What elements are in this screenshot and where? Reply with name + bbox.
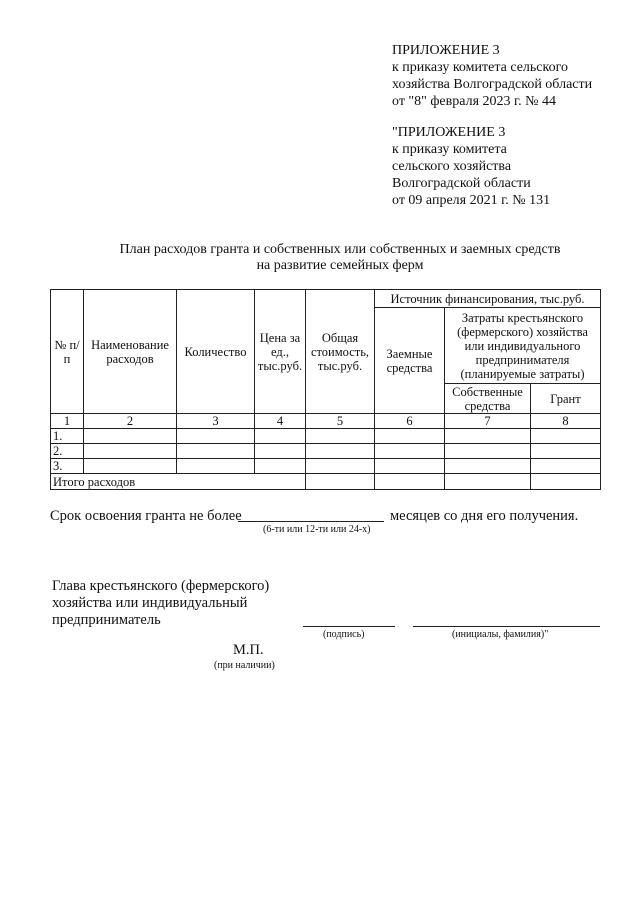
header-own: Собственные средства <box>445 384 531 414</box>
table-cell <box>255 444 306 459</box>
annex-header-line: ПРИЛОЖЕНИЕ 3 <box>392 43 500 58</box>
column-number: 1 <box>51 414 84 429</box>
signature-label-line: предприниматель <box>52 612 161 628</box>
table-cell <box>375 459 445 474</box>
signature-label <box>52 578 269 629</box>
column-number: 2 <box>84 414 177 429</box>
table-cell <box>84 459 177 474</box>
table-row <box>51 429 601 444</box>
table-cell <box>177 444 255 459</box>
header-qty: Количество <box>177 290 255 414</box>
signature-label-line: Глава крестьянского (фермерского) <box>52 578 270 594</box>
column-number-row <box>51 414 601 429</box>
table-cell <box>306 459 375 474</box>
table-cell <box>177 459 255 474</box>
column-number: 5 <box>306 414 375 429</box>
annex-quoted <box>392 124 550 209</box>
annex-quoted-line: "ПРИЛОЖЕНИЕ 3 <box>392 125 506 140</box>
table-cell <box>531 459 601 474</box>
stamp-label: М.П. <box>233 642 264 658</box>
annex-header-line: к приказу комитета сельского <box>392 60 569 75</box>
table-cell <box>531 474 601 490</box>
table-cell <box>375 429 445 444</box>
column-number: 8 <box>531 414 601 429</box>
table-cell <box>84 429 177 444</box>
table-cell <box>375 444 445 459</box>
term-blank-line <box>238 521 384 522</box>
table-cell <box>255 459 306 474</box>
row-number: 1. <box>51 429 84 444</box>
annex-header-line: от "8" февраля 2023 г. № 44 <box>392 94 557 109</box>
table-cell <box>306 444 375 459</box>
table-cell <box>84 444 177 459</box>
header-grant: Грант <box>531 384 601 414</box>
table-cell <box>445 429 531 444</box>
annex-quoted-line: Волгоградской области <box>392 176 531 191</box>
row-number: 3. <box>51 459 84 474</box>
table-cell <box>445 474 531 490</box>
header-loans: Заемные средства <box>375 308 445 414</box>
header-num: № п/п <box>51 290 84 414</box>
annex-quoted-line: от 09 апреля 2021 г. № 131 <box>392 193 551 208</box>
header-farm-costs: Затраты крестьянского (фермерского) хозяйства или индивидуального предпринимателя (планируемые затраты) <box>445 308 601 384</box>
annex-header-line: хозяйства Волгоградской области <box>392 77 593 92</box>
sign-hint: (подпись) <box>323 629 365 640</box>
doc-title-line2: на развитие семейных ферм <box>256 258 424 273</box>
doc-title-line1: План расходов гранта и собственных или собственных и заемных средств <box>119 242 561 257</box>
stamp-hint: (при наличии) <box>214 660 275 671</box>
column-number: 3 <box>177 414 255 429</box>
table-cell <box>255 429 306 444</box>
expense-plan-table <box>50 289 601 490</box>
column-number: 7 <box>445 414 531 429</box>
signature-label-line: хозяйства или индивидуальный <box>52 595 248 611</box>
row-number: 2. <box>51 444 84 459</box>
table-cell <box>531 429 601 444</box>
table-cell <box>531 444 601 459</box>
column-number: 6 <box>375 414 445 429</box>
table-cell <box>375 474 445 490</box>
table-row <box>51 444 601 459</box>
column-number: 4 <box>255 414 306 429</box>
name-line <box>413 626 600 627</box>
table-cell <box>445 459 531 474</box>
table-cell <box>306 429 375 444</box>
total-label: Итого расходов <box>51 474 306 490</box>
table-cell <box>445 444 531 459</box>
signature-line <box>303 626 395 627</box>
header-total: Общая стоимость, тыс.руб. <box>306 290 375 414</box>
total-row <box>51 474 601 490</box>
table-row <box>51 459 601 474</box>
annex-quoted-line: сельского хозяйства <box>392 159 512 174</box>
table-cell <box>306 474 375 490</box>
header-name: Наименование расходов <box>84 290 177 414</box>
header-source: Источник финансирования, тыс.руб. <box>375 290 601 308</box>
term-after: месяцев со дня его получения. <box>390 508 579 524</box>
annex-quoted-line: к приказу комитета <box>392 142 507 157</box>
term-hint: (6-ти или 12-ти или 24-х) <box>263 524 371 535</box>
annex-header <box>392 42 592 110</box>
header-price: Цена за ед., тыс.руб. <box>255 290 306 414</box>
table-cell <box>177 429 255 444</box>
name-hint: (инициалы, фамилия)" <box>452 629 549 640</box>
term-before: Срок освоения гранта не более <box>50 508 242 524</box>
